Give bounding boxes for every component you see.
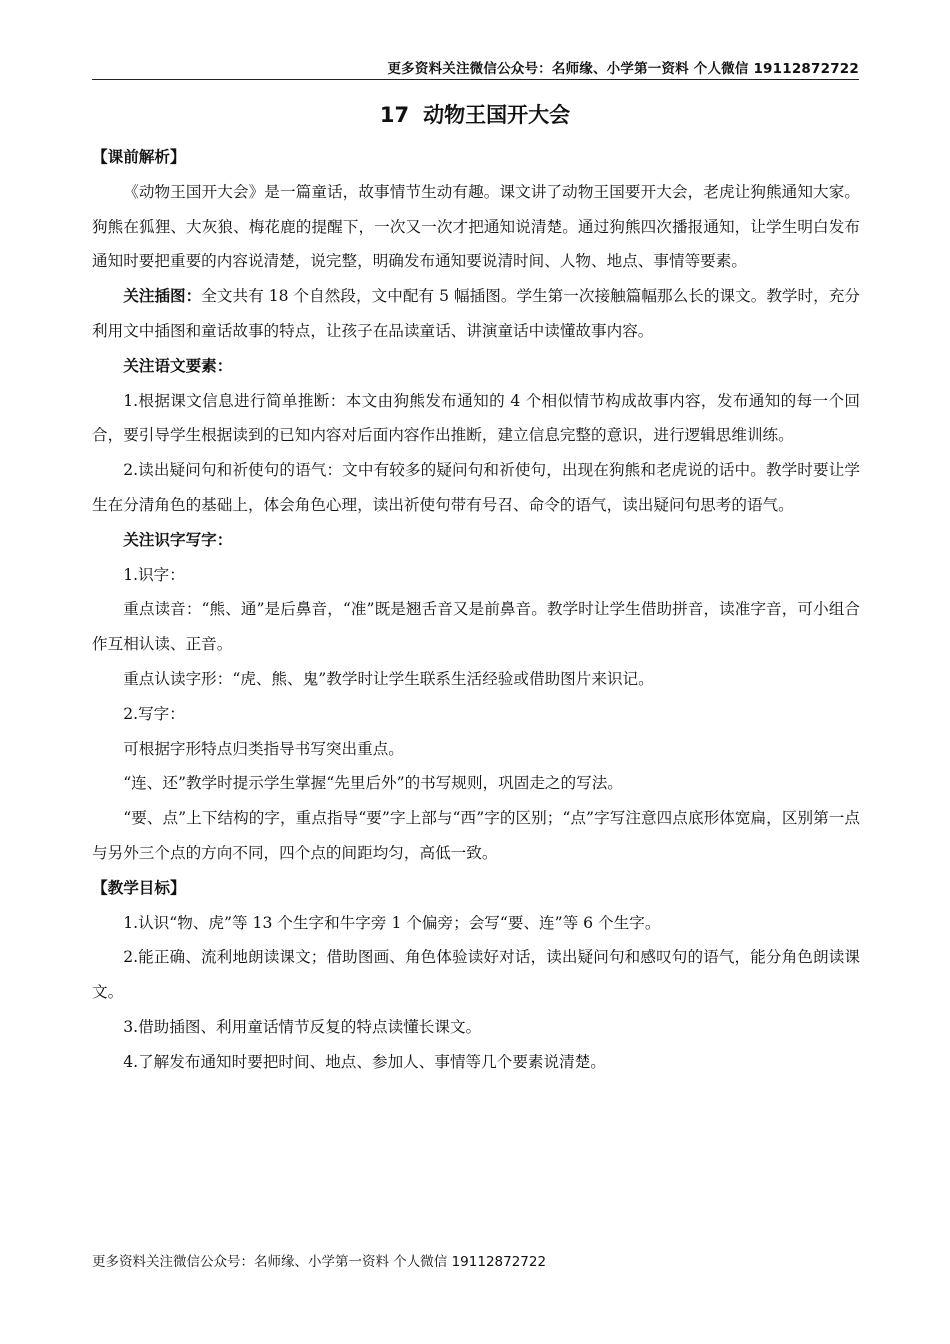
- language-item-2: 2.读出疑问句和祈使句的语气：文中有较多的疑问句和祈使句，出现在狗熊和老虎说的话中。教学时要让学生在分清角色的基础上，体会角色心理，读出祈使句带有号召、命令的语气，读出疑问句思考的语气。: [92, 461, 860, 514]
- illustration-text: 全文共有 18 个自然段，文中配有 5 幅插图。学生第一次接触篇幅那么长的课文。教学时，充分利用文中插图和童话故事的特点，让孩子在品读童话、讲演童话中读懂故事内容。: [92, 287, 860, 340]
- goal-item: 1.认识“物、虎”等 13 个生字和牛字旁 1 个偏旁；会写“要、连”等 6 个生字。: [123, 913, 661, 932]
- goal-item: 4.了解发布通知时要把时间、地点、参加人、事情等几个要素说清楚。: [123, 1052, 606, 1071]
- intro-paragraph: 《动物王国开大会》是一篇童话，故事情节生动有趣。课文讲了动物王国要开大会，老虎让狗熊通知大家。狗熊在狐狸、大灰狼、梅花鹿的提醒下，一次又一次才把通知说清楚。通过狗熊四次播报通知，让学生明白发布通知时要把重要的内容说清楚，说完整，明确发布通知要说清时间、人物、地点、事情等要素。: [92, 182, 860, 271]
- page-title: [0, 99, 950, 129]
- lesson-title: 动物王国开大会: [423, 103, 571, 127]
- characters-item-1: 1.识字：: [123, 565, 185, 584]
- language-item-1: 1.根据课文信息进行简单推断：本文由狗熊发布通知的 4 个相似情节构成故事内容，发布通知的每一个回合，要引导学生根据读到的已知内容对后面内容作出推断，建立信息完整的意识，进行逻辑思维训练。: [92, 391, 860, 445]
- section-heading-analysis: 【课前解析】: [92, 148, 186, 166]
- characters-item-2: 2.写字：: [123, 704, 185, 723]
- characters-item-2b: “连、还”教学时提示学生掌握“先里后外”的书写规则，巩固走之的写法。: [123, 774, 623, 793]
- illustration-label: 关注插图：: [123, 287, 202, 306]
- characters-item-2c: “要、点”上下结构的字，重点指导“要”字上部与“西”字的区别；“点”字写注意四点底形体宽扁，区别第一点与另外三个点的方向不同，四个点的间距均匀，高低一致。: [92, 809, 860, 862]
- page-header: [92, 57, 859, 80]
- lesson-number: 17: [379, 103, 410, 127]
- characters-item-2a: 可根据字形特点归类指导书写突出重点。: [123, 739, 404, 758]
- section-heading-goals: 【教学目标】: [92, 878, 186, 897]
- header-text: 更多资料关注微信公众号：名师缘、小学第一资料 个人微信 19112872722: [387, 61, 859, 77]
- illustration-paragraph: [92, 279, 860, 349]
- language-elements-label: 关注语文要素：: [123, 356, 233, 375]
- goal-item: 3.借助插图、利用童话情节反复的特点读懂长课文。: [123, 1017, 482, 1036]
- characters-item-1a: 重点读音：“熊、通”是后鼻音，“准”既是翘舌音又是前鼻音。教学时让学生借助拼音，读准字音，可小组合作互相认读、正音。: [92, 600, 860, 654]
- document-body: [92, 140, 860, 1080]
- characters-item-1b: 重点认读字形：“虎、熊、鬼”教学时让学生联系生活经验或借助图片来识记。: [123, 669, 654, 688]
- goal-item: 2.能正确、流利地朗读课文；借助图画、角色体验读好对话，读出疑问句和感叹句的语气，能分角色朗读课文。: [92, 948, 860, 1002]
- page-footer: 更多资料关注微信公众号：名师缘、小学第一资料 个人微信 19112872722: [92, 1254, 547, 1270]
- characters-label: 关注识字写字：: [123, 530, 233, 549]
